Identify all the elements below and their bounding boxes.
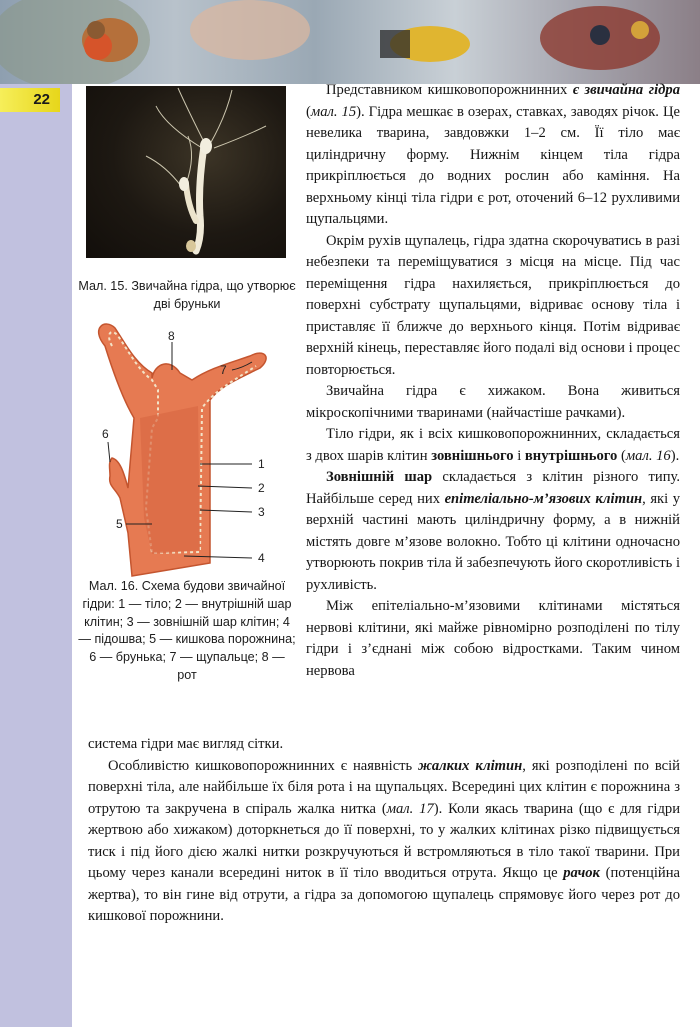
figure16-caption: Мал. 16. Схема будови звичайної гідри: 1 — тіло; 2 — внутрішній шар клітин; 3 — зовнішній шар клітин; 4 — підошва; 5 — кишкова порожнина; 6 — брунька; 7 — щупальце; 8 — рот	[78, 579, 296, 682]
paragraph-6: Між епітеліально-м’язовими клітинами містяться нервові клітини, які майже рівномірно розподілені по тілу гідри і з’єднані між собою відростками. Таким чином нервова	[306, 598, 680, 679]
hydra-photo	[86, 86, 286, 258]
shell-icon	[190, 0, 310, 60]
label-4: 4	[258, 551, 265, 565]
label-8: 8	[168, 329, 175, 343]
label-3: 3	[258, 505, 265, 519]
paragraph-5: Зовнішній шар складається з клітин різного типу. Найбільше серед них епітеліально-м’язових клітин, які у верхній частині мають циліндричну форму, а в нижній містять довге м’язове волокно. Тобто ці клітини одночасно утворюють покрив тіла й забезпечують його скоротливість і рухливість.	[306, 469, 680, 593]
paragraph-7: Особливістю кишковопорожнинних є наявність жалких клітин, які розподілені по всій поверхні тіла, але найбільше їх біля рота і на щупальцях. Всередині цих клітин є порожнина з отрутою та закручена в спіраль жалка нитка (мал. 17). Коли якась тварина (що є для гідри жертвою або хижаком) доторкнеться до її поверхні, то у жалких клітинах різко підвищується тиск і під його дією жалкі нитки розкручуються й встромляються в тіло такої тварини. При цьому через канали всередині ниток в її тіло вводиться отрута. Якщо це рачок (потенційна жертва), то він гине від отрути, а гідра за допомогою щупалець спрямовує його через рот до кишкової порожнини.	[88, 757, 681, 924]
paragraph-6-end: система гідри має вигляд сітки.	[88, 736, 284, 752]
figure15-caption: Мал. 15. Звичайна гідра, що утворює дві бруньки	[78, 279, 296, 311]
body-text-column	[306, 80, 680, 682]
label-1: 1	[258, 457, 265, 471]
label-2: 2	[258, 481, 265, 495]
label-5: 5	[116, 517, 123, 531]
hydra-structure-diagram	[80, 318, 300, 583]
page-number: 22	[33, 91, 50, 108]
paragraph-2: Окрім рухів щупалець, гідра здатна скорочуватись в разі небезпеки та переміщуватися з місця на місце. Під час переміщення гідра нахиляється, прикріплюється до поверхні субстрату щупальцями, відриває основу тіла і приставляє її ближче до верхнього кінця. Потім відриває верхній кінець, переставляє його подалі від основи і процес повторюється.	[306, 232, 680, 378]
label-7: 7	[220, 363, 227, 377]
label-6: 6	[102, 427, 109, 441]
body-text-full-width	[88, 734, 680, 928]
paragraph-3: Звичайна гідра є хижаком. Вона живиться мікроскопічними тваринами (найчастіше рачками).	[306, 383, 680, 421]
banner-illustration	[0, 0, 700, 84]
sidebar-strip	[0, 84, 72, 1027]
paragraph-4: Тіло гідри, як і всіх кишковопорожнинних, складається з двох шарів клітин зовнішнього і внутрішнього (мал. 16).	[306, 426, 680, 464]
paragraph-1: Представником кишковопорожнинних є звичайна гідра (мал. 15). Гідра мешкає в озерах, ставках, заводях річок. Це невелика тварина, завдовжки 1–2 см. Її тіло має циліндричну форму. Нижнім кінцем тіла гідра прикріплюється до водних рослин або каміння. На верхньому кінці тіла гідри є рот, оточений 6–12 рухливими щупальцями.	[306, 82, 681, 227]
header-banner	[0, 0, 700, 84]
